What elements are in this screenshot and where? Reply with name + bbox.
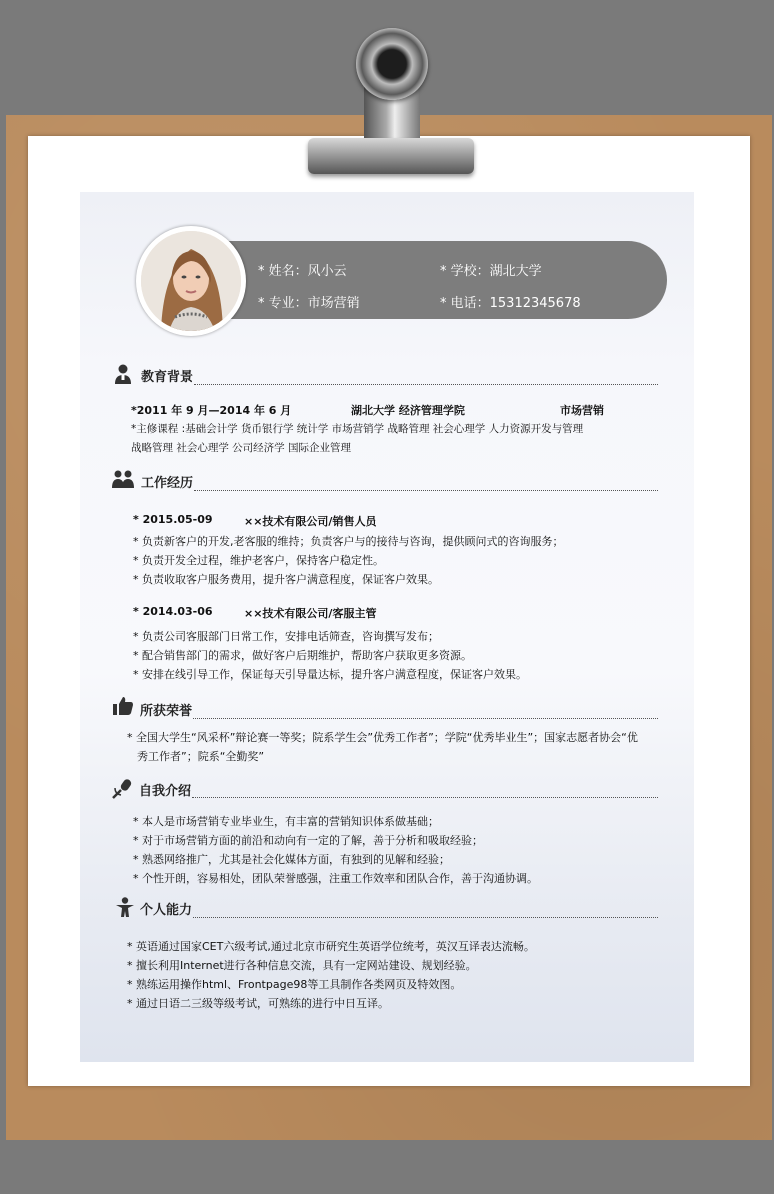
major-field: * 专业：市场营销 — [258, 296, 360, 311]
intro-item: * 本人是市场营销专业毕业生，有丰富的营销知识体系做基础； — [133, 815, 439, 828]
work-divider — [194, 490, 658, 491]
skill-item: * 熟练运用操作html、Frontpage98等工具制作各类网页及特效图。 — [127, 978, 462, 991]
honors-title: 所获荣誉 — [140, 704, 193, 719]
education-major: 市场营销 — [560, 404, 604, 417]
job1-item: * 负责新客户的开发,老客服的维持；负责客户与的接待与咨询，提供顾问式的咨询服务； — [133, 535, 564, 548]
star-person-icon — [116, 897, 134, 917]
intro-item: * 熟悉网络推广，尤其是社会化媒体方面，有独到的见解和经验； — [133, 853, 450, 866]
job1-date: * 2015.05-09 — [133, 513, 213, 526]
avatar — [136, 226, 246, 336]
job1-item: * 负责开发全过程，维护老客户，保持客户稳定性。 — [133, 554, 384, 567]
education-period: *2011 年 9 月—2014 年 6 月 — [131, 404, 292, 417]
job2-item: * 配合销售部门的需求，做好客户后期维护，帮助客户获取更多资源。 — [133, 649, 472, 662]
intro-item: * 对于市场营销方面的前沿和动向有一定的了解，善于分析和吸取经验； — [133, 834, 483, 847]
skills-title: 个人能力 — [140, 903, 193, 918]
skill-item: * 通过日语二三级等级考试，可熟练的进行中日互译。 — [127, 997, 389, 1010]
job2-company: ××技术有限公司/客服主管 — [244, 607, 377, 620]
avatar-photo — [141, 231, 241, 331]
job1-item: * 负责收取客户服务费用，提升客户满意程度，保证客户效果。 — [133, 573, 439, 586]
education-title: 教育背景 — [141, 370, 194, 385]
skill-item: * 英语通过国家CET六级考试,通过北京市研究生英语学位统考，英汉互译表达流畅。 — [127, 940, 535, 953]
honors-divider — [193, 718, 658, 719]
honors-line1: * 全国大学生“风采杯”辩论赛一等奖；院系学生会”优秀工作者”；学院“优秀毕业生”；国家志愿者协会“优 — [127, 731, 638, 744]
name-field: * 姓名：风小云 — [258, 264, 347, 279]
intro-divider — [192, 797, 658, 798]
job2-item: * 安排在线引导工作，保证每天引导量达标，提升客户满意程度，保证客户效果。 — [133, 668, 527, 681]
binder-clip-base — [308, 138, 474, 174]
education-courses-line2: 战略管理 社会心理学 公司经济学 国际企业管理 — [131, 442, 352, 454]
education-courses-line1: *主修课程 :基础会计学 货币银行学 统计学 市场营销学 战略管理 社会心理学 人力资源开发与管理 — [131, 423, 584, 435]
work-title: 工作经历 — [141, 476, 194, 491]
microphone-icon — [111, 778, 133, 800]
job2-item: * 负责公司客服部门日常工作，安排电话筛查，咨询撰写发布； — [133, 630, 439, 643]
skills-divider — [193, 917, 658, 918]
job1-company: ××技术有限公司/销售人员 — [244, 515, 377, 528]
people-icon — [112, 470, 134, 488]
skill-item: * 擅长利用Internet进行各种信息交流，具有一定网站建设、规划经验。 — [127, 959, 477, 972]
school-field: * 学校：湖北大学 — [440, 264, 542, 279]
binder-clip-ring — [356, 28, 428, 100]
intro-item: * 个性开朗，容易相处，团队荣誉感强，注重工作效率和团队合作，善于沟通协调。 — [133, 872, 538, 885]
intro-title: 自我介绍 — [139, 784, 192, 799]
person-icon — [114, 364, 132, 384]
education-divider — [194, 384, 658, 385]
thumbs-up-icon — [113, 697, 133, 715]
job2-date: * 2014.03-06 — [133, 605, 213, 618]
phone-field: * 电话：15312345678 — [440, 296, 581, 311]
education-school: 湖北大学 经济管理学院 — [351, 404, 465, 417]
honors-line2: 秀工作者”；院系“全勤奖” — [137, 750, 265, 763]
